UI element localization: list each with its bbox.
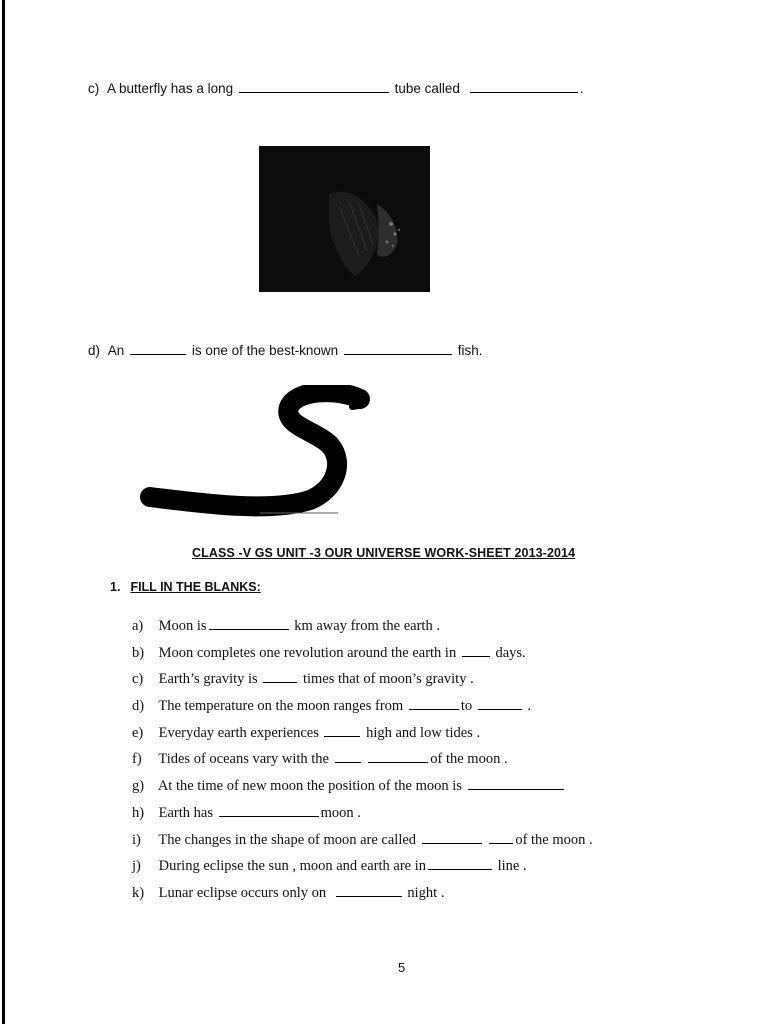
item-text: The changes in the shape of moon are called [158, 831, 417, 848]
list-item [132, 616, 593, 643]
blank [336, 895, 402, 897]
question-c-text1: A butterfly has a long [107, 81, 234, 96]
item-label: i) [132, 831, 141, 848]
item-text: During eclipse the sun , moon and earth are in [158, 858, 426, 875]
blank [239, 91, 389, 93]
blank [335, 761, 361, 763]
item-text: days. [495, 644, 526, 661]
fill-blanks-list [132, 616, 593, 910]
list-item [132, 803, 593, 830]
item-label: c) [132, 671, 144, 688]
page-number: 5 [398, 960, 406, 975]
blank [219, 815, 319, 817]
list-item [132, 883, 593, 910]
item-text: Moon is [158, 618, 207, 634]
item-label: e) [132, 724, 144, 741]
question-d [88, 343, 482, 358]
blank [478, 708, 522, 710]
item-text: high and low tides . [366, 724, 481, 741]
item-text: night . [407, 884, 445, 901]
item-text: Earth’s gravity is [158, 671, 258, 688]
item-text: Lunar eclipse occurs only on [158, 884, 327, 901]
blank [130, 353, 186, 355]
worksheet-header: CLASS -V GS UNIT -3 OUR UNIVERSE WORK-SHEET 2013-2014 [192, 546, 576, 560]
blank [263, 681, 297, 683]
blank [209, 628, 289, 630]
section-number: 1. [110, 580, 121, 594]
item-text: of the moon . [430, 751, 508, 768]
blank [409, 708, 459, 710]
item-text: Moon completes one revolution around the earth in [158, 644, 457, 661]
item-text: times that of moon’s gravity . [302, 671, 474, 688]
blank [344, 353, 452, 355]
item-text: moon . [320, 804, 361, 821]
item-label: d) [132, 698, 145, 715]
list-item [132, 723, 593, 750]
blank [470, 91, 578, 93]
item-text: line . [497, 858, 527, 875]
blank [468, 788, 564, 790]
item-label: g) [132, 778, 145, 795]
item-text: Tides of oceans vary with the [158, 751, 329, 768]
list-item [132, 643, 593, 670]
item-text: . [527, 698, 531, 715]
question-d-text3: fish. [457, 343, 483, 358]
list-item [132, 669, 593, 696]
question-d-label: d) [88, 343, 101, 358]
item-text: Earth has [158, 804, 213, 821]
question-d-text1: An [107, 343, 125, 358]
item-label: f) [132, 751, 142, 768]
item-label: b) [132, 644, 145, 661]
eel-image [140, 385, 370, 520]
blank [324, 735, 360, 737]
question-c-end: . [579, 81, 584, 96]
item-text: Everyday earth experiences [158, 724, 319, 741]
list-item [132, 776, 593, 803]
item-text: km away from the earth . [294, 618, 440, 634]
list-item [132, 830, 593, 857]
blank [368, 761, 428, 763]
item-text: The temperature on the moon ranges from [158, 698, 404, 715]
section-heading [110, 580, 261, 594]
question-c-text2: tube called [394, 81, 460, 96]
question-c [88, 81, 583, 96]
item-label: h) [132, 804, 145, 821]
list-item [132, 696, 593, 723]
item-text: of the moon . [515, 831, 593, 848]
list-item [132, 856, 593, 883]
list-item [132, 749, 593, 776]
item-text: to [460, 698, 473, 715]
item-label: a) [132, 618, 144, 634]
blank [489, 842, 513, 844]
butterfly-image [259, 146, 430, 292]
item-label: j) [132, 858, 141, 875]
section-title: FILL IN THE BLANKS: [130, 580, 261, 594]
page-left-edge [2, 0, 5, 1024]
question-c-label: c) [88, 81, 100, 96]
blank [422, 842, 482, 844]
blank [462, 655, 490, 657]
item-label: k) [132, 884, 145, 901]
item-text: At the time of new moon the position of the moon is [157, 778, 462, 795]
question-d-text2: is one of the best-known [191, 343, 339, 358]
blank [428, 868, 492, 870]
